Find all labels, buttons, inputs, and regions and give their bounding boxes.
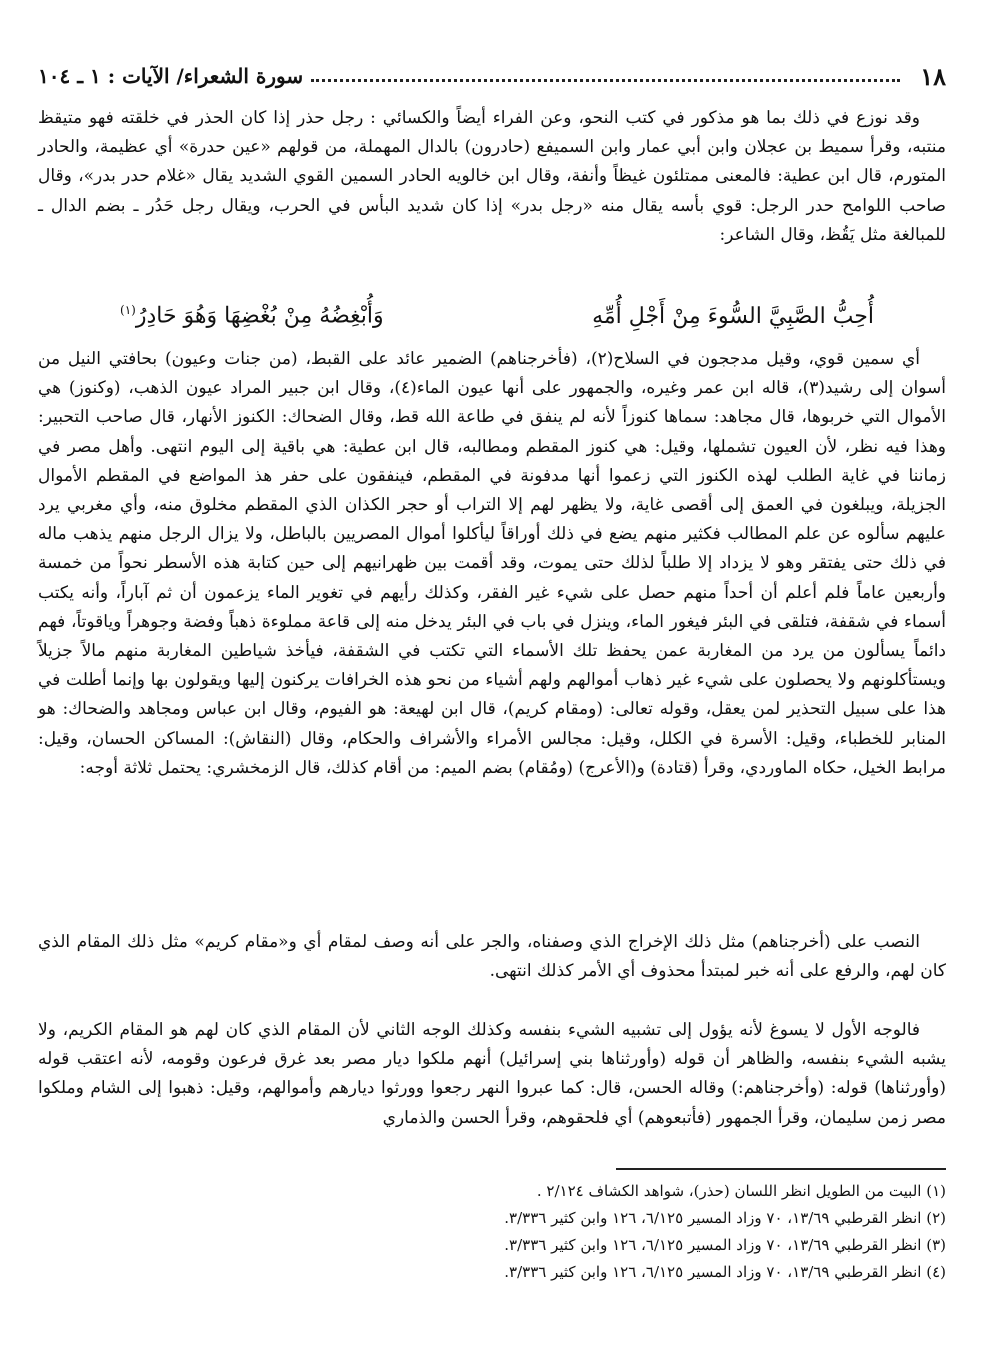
paragraph-4: فالوجه الأول لا يسوغ لأنه يؤول إلى تشبيه الشيء بنفسه وكذلك الوجه الثاني لأن المقام الذي كان لهم هو المقام الكريم، ولا يشبه الشيء بنفسه، والظاهر أن قوله (وأورثناها بني إسرائيل) أنهم ملكوا ديار مصر بعد غرق فرعون وقومه، لأنه اعتقب قوله (وأورثناها) قوله: (وأخرجناهم:) وقاله الحسن، قال: كما عبروا النهر رجعوا وورثوا ديارهم وأموالهم، وقيل: ذهبوا إلى الشام وملكوا مصر زمن سليمان، وقرأ الجمهور (فأتبعوهم) أي فلحقوهم، وقرأ الحسن والذماري bbox=[38, 1020, 946, 1128]
paragraph-2: أي سمين قوي، وقيل مدججون في السلاح(٢)، (فأخرجناهم) الضمير عائد على القبط، (من جنات وعيون) بحافتي النيل من أسوان إلى رشيد(٣)، قاله ابن عمر وغيره، والجمهور على أنها عيون الماء(٤)، وقال ابن جبير المراد عيون الذهب، (وكنوز) هي الأموال التي خربوها، قال مجاهد: سماها كنوزاً لأنه لم ينفق في طاعة الله قط، وقال الضحاك: الكنوز الأنهار، قال صاحب التحبير: وهذا فيه نظر، لأن العيون تشملها، وقيل: هي كنوز المقطم ومطالبه، قال ابن عطية: هي باقية إلى اليوم انتهى. وأهل مصر في زماننا في غاية الطلب لهذه الكنوز التي زعموا أنها مدفونة في المقطم، فينفقون على حفر هذ المواضع في المقطم الأموال الجزيلة، ويبلغون في العمق إلى أقصى غاية، ولا يظهر لهم إلا التراب أو حجر الكذان الذي المقطم مخلوق منه، وأي مغربي يرد عليهم سألوه عن علم المطالب فكثير منهم يضع في ذلك أوراقاً ليأكلوا أموال المصريين بالباطل، ولا يزال الرجل منهم يذهب ماله في ذلك حتى يفتقر وهو لا يزداد إلا طلباً لذلك حتى يموت، وقد أقمت بين ظهرانيهم إلى حين كتابة هذه الأسطر نحواً من خمسة وأربعين عاماً فلم أعلم أن أحداً منهم حصل على شيء غير الفقر، وكذلك رأيهم في تغوير الماء يزعمون أن ثم آباراً، وأنه يكتب أسماء في شقفة، فتلقى في البئر فيغور الماء، وينزل في باب في البئر يدخل منه إلى قاعة مملوءة ذهباً وفضة وجوهراً وياقوتاً، فهم دائماً يسألون من يرد من المغاربة عمن يحفظ تلك الأسماء التي تكتب في الشقفة، فيأخذ شياطين المغاربة منهم مالاً جزيلاً ويستأكلونهم ولا يحصلون على شيء غير ذهاب أموالهم ولهم أشياء من نحو هذه الخرافات يركنون إليها ويقولون بها وإنما أطلت في هذا على سبيل التحذير لمن يعقل، وقوله تعالى: (ومقام كريم)، قال ابن لهيعة: هو الفيوم، وقال ابن عباس ومجاهد والضحاك: هو المنابر للخطباء، وقيل: الأسرة في الكلل، وقيل: مجالس الأمراء والأشراف والحكام، وقال (النقاش): المساكن الحسان، وقيل: مرابط الخيل، حكاه الماوردي، وقرأ (قتادة) و(الأعرج) (ومُقام) بضم الميم: من أقام كذلك، قال الزمخشري: يحتمل ثلاثة أوجه: bbox=[38, 349, 946, 778]
footnotes bbox=[38, 1178, 946, 1286]
footnote: (٣) انظر القرطبي ١٣/٦٩، ٧٠ وزاد المسير ٦/١٢٥، ١٢٦ وابن كثير ٣/٣٣٦. bbox=[504, 1236, 946, 1254]
footnote: (١) البيت من الطويل انظر اللسان (حذر)، شواهد الكشاف ٢/١٢٤ . bbox=[536, 1182, 946, 1200]
main-text-top bbox=[38, 104, 946, 250]
paragraph-3: النصب على (أخرجناهم) مثل ذلك الإخراج الذي وصفناه، والجر على أنه وصف لمقام أي و«مقام كريم» مثل ذلك المقام الذي كان لهم، والرفع على أنه خبر لمبتدأ محذوف أي الأمر كذلك انتهى. bbox=[38, 932, 946, 982]
verse-hemistich-2-wrap bbox=[120, 303, 384, 328]
footnote-separator bbox=[616, 1168, 946, 1170]
poetry-verse bbox=[120, 296, 874, 336]
verse-hemistich-1: أُحِبُّ الصَّبِيَّ السُّوءَ مِنْ أَجْلِ أُمِّهِ bbox=[592, 303, 874, 329]
paragraph-1: وقد نوزع في ذلك بما هو مذكور في كتب النحو، وعن الفراء أيضاً والكسائي : رجل حذر إذا كان الحذر في خلقته فهو متيقظ منتبه، وقرأ سميط بن عجلان وابن أبي عمار وابن السميفع (حادرون) بالدال المهملة، من قولهم «عين حدرة» أي عظيمة، والحادر المتورم، قال ابن عطية: فالمعنى ممتلئون غيظاً وأنفة، وقال ابن خالويه الحادر السمين القوي الشديد يقال «غلام حدر بدر»، وقال صاحب اللوامح حدر الرجل: قوي بأسه يقال منه «رجل بدر» إذا كان شديد البأس في الحرب، ويقال رجل حَدُر ـ بضم الدال ـ للمبالغة مثل يَقُظ، وقال الشاعر: bbox=[38, 108, 946, 245]
page-header bbox=[38, 58, 946, 94]
main-text-bottom bbox=[38, 1016, 946, 1133]
page-number: ١٨ bbox=[920, 61, 946, 91]
footnote: (٤) انظر القرطبي ١٣/٦٩، ٧٠ وزاد المسير ٦/١٢٥، ١٢٦ وابن كثير ٣/٣٣٦. bbox=[504, 1263, 946, 1281]
main-text-lower bbox=[38, 928, 946, 986]
verse-hemistich-2: وَأُبْغِضُهُ مِنْ بُغْضِهَا وَهُوَ حَادِرُ bbox=[135, 303, 384, 329]
running-title: سورة الشعراء/ الآيات : ١ ـ ١٠٤ bbox=[38, 64, 304, 88]
main-text-middle bbox=[38, 345, 946, 783]
verse-footnote-ref: (١) bbox=[120, 303, 136, 318]
footnote: (٢) انظر القرطبي ١٣/٦٩، ٧٠ وزاد المسير ٦/١٢٥، ١٢٦ وابن كثير ٣/٣٣٦. bbox=[504, 1209, 946, 1227]
dotted-leader bbox=[311, 79, 900, 82]
